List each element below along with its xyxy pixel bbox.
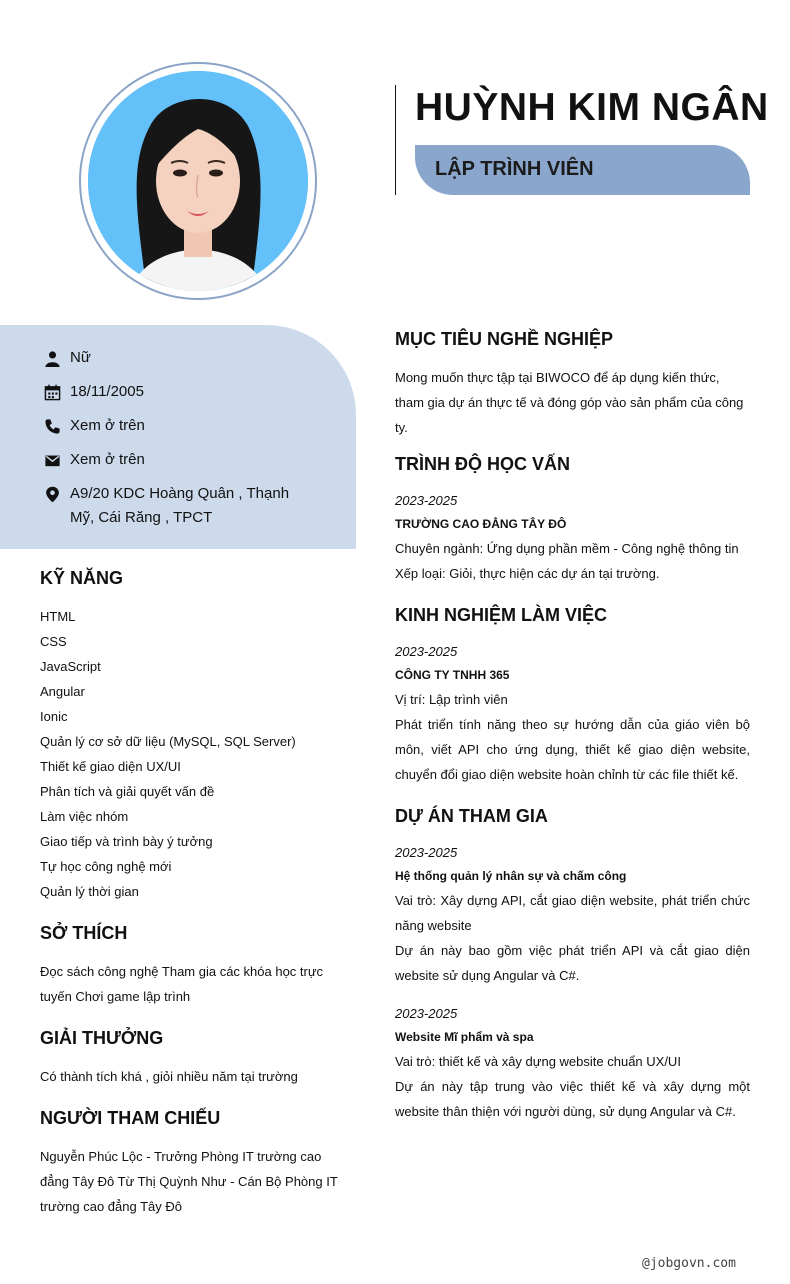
person-icon xyxy=(44,350,61,367)
objective-text: Mong muốn thực tập tại BIWOCO để áp dụng kiến thức, tham gia dự án thực tế và đóng góp vào sản phẩm của công ty. xyxy=(395,370,744,435)
name-divider xyxy=(395,85,396,195)
watermark: @jobgovn.com xyxy=(642,1256,736,1271)
skill-item: JavaScript xyxy=(40,659,101,674)
gender-value: Nữ xyxy=(70,349,91,366)
email-value: Xem ở trên xyxy=(70,451,145,468)
address-value: A9/20 KDC Hoàng Quân , Thạnh Mỹ, Cái Răng , TPCT xyxy=(70,485,290,526)
contact-birthdate xyxy=(44,383,144,404)
project-description: Dự án này bao gồm việc phát triển API và cắt giao diện website sử dụng Angular và C#. xyxy=(395,943,750,983)
location-pin-icon xyxy=(44,486,61,503)
skill-item: Angular xyxy=(40,684,85,699)
skill-item: CSS xyxy=(40,634,67,649)
project-name: Hệ thống quản lý nhân sự và chấm công xyxy=(395,869,627,883)
education-major: Chuyên ngành: Ứng dụng phần mềm - Công nghệ thông tin xyxy=(395,541,739,556)
skill-item: Quản lý cơ sở dữ liệu (MySQL, SQL Server) xyxy=(40,734,296,749)
project-description: Dự án này tập trung vào việc thiết kế và xây dựng một website thân thiện với người dùng, sử dụng Angular và C#. xyxy=(395,1079,750,1119)
phone-icon xyxy=(44,418,61,435)
portrait-image xyxy=(88,71,308,291)
calendar-icon xyxy=(44,384,61,401)
skill-item: HTML xyxy=(40,609,76,624)
project-role: Vai trò: thiết kế và xây dựng website chuẩn UX/UI xyxy=(395,1054,681,1069)
candidate-name: HUỲNH KIM NGÂN xyxy=(415,86,769,129)
hobbies-title: SỞ THÍCH xyxy=(40,923,128,943)
skill-item: Phân tích và giải quyết vấn đề xyxy=(40,784,215,799)
references-title: NGƯỜI THAM CHIẾU xyxy=(40,1108,221,1128)
phone-value: Xem ở trên xyxy=(70,417,145,434)
experience-company: CÔNG TY TNHH 365 xyxy=(395,668,510,682)
projects-title: DỰ ÁN THAM GIA xyxy=(395,806,548,826)
skill-item: Tự học công nghệ mới xyxy=(40,859,172,874)
skills-list xyxy=(40,604,296,904)
mail-icon xyxy=(44,452,61,469)
experience-description: Phát triển tính năng theo sự hướng dẫn của giáo viên bộ môn, viết API cho ứng dụng, thiết kế giao diện website, chuyển đổi giao diện website hoàn chỉnh từ các file thiết kế. xyxy=(395,717,750,782)
experience-position: Vị trí: Lập trình viên xyxy=(395,692,508,707)
skill-item: Giao tiếp và trình bày ý tưởng xyxy=(40,834,213,849)
birthdate-value: 18/11/2005 xyxy=(70,383,144,400)
role-title: LẬP TRÌNH VIÊN xyxy=(435,158,594,180)
contact-email xyxy=(44,451,145,472)
references-text: Nguyễn Phúc Lộc - Trưởng Phòng IT trường cao đẳng Tây Đô Từ Thị Quỳnh Như - Cán Bộ Phòng IT trường cao đẳng Tây Đô xyxy=(40,1149,338,1214)
experience-year: 2023-2025 xyxy=(395,644,458,659)
project-year: 2023-2025 xyxy=(395,845,458,860)
skill-item: Ionic xyxy=(40,709,68,724)
contact-phone xyxy=(44,417,145,438)
education-school: TRƯỜNG CAO ĐẲNG TÂY ĐÔ xyxy=(395,517,567,531)
skill-item: Thiết kế giao diện UX/UI xyxy=(40,759,181,774)
skills-title: KỸ NĂNG xyxy=(40,568,124,588)
project-name: Website Mĩ phẩm và spa xyxy=(395,1030,534,1044)
education-title: TRÌNH ĐỘ HỌC VẤN xyxy=(395,454,570,474)
objective-title: MỤC TIÊU NGHỀ NGHIỆP xyxy=(395,329,614,349)
hobbies-text: Đọc sách công nghệ Tham gia các khóa học trực tuyến Chơi game lập trình xyxy=(40,964,324,1004)
project-role: Vai trò: Xây dựng API, cắt giao diện website, phát triển chức năng website xyxy=(395,893,750,933)
awards-text: Có thành tích khá , giỏi nhiều năm tại trường xyxy=(40,1069,298,1084)
awards-title: GIẢI THƯỞNG xyxy=(40,1028,164,1048)
education-year: 2023-2025 xyxy=(395,493,458,508)
skill-item: Làm việc nhóm xyxy=(40,809,129,824)
avatar xyxy=(88,71,308,291)
project-year: 2023-2025 xyxy=(395,1006,458,1021)
contact-gender xyxy=(44,349,91,370)
contact-address xyxy=(44,485,300,530)
skill-item: Quản lý thời gian xyxy=(40,884,139,899)
education-grade: Xếp loại: Giỏi, thực hiện các dự án tại trường. xyxy=(395,566,660,581)
experience-title: KINH NGHIỆM LÀM VIỆC xyxy=(395,605,608,625)
